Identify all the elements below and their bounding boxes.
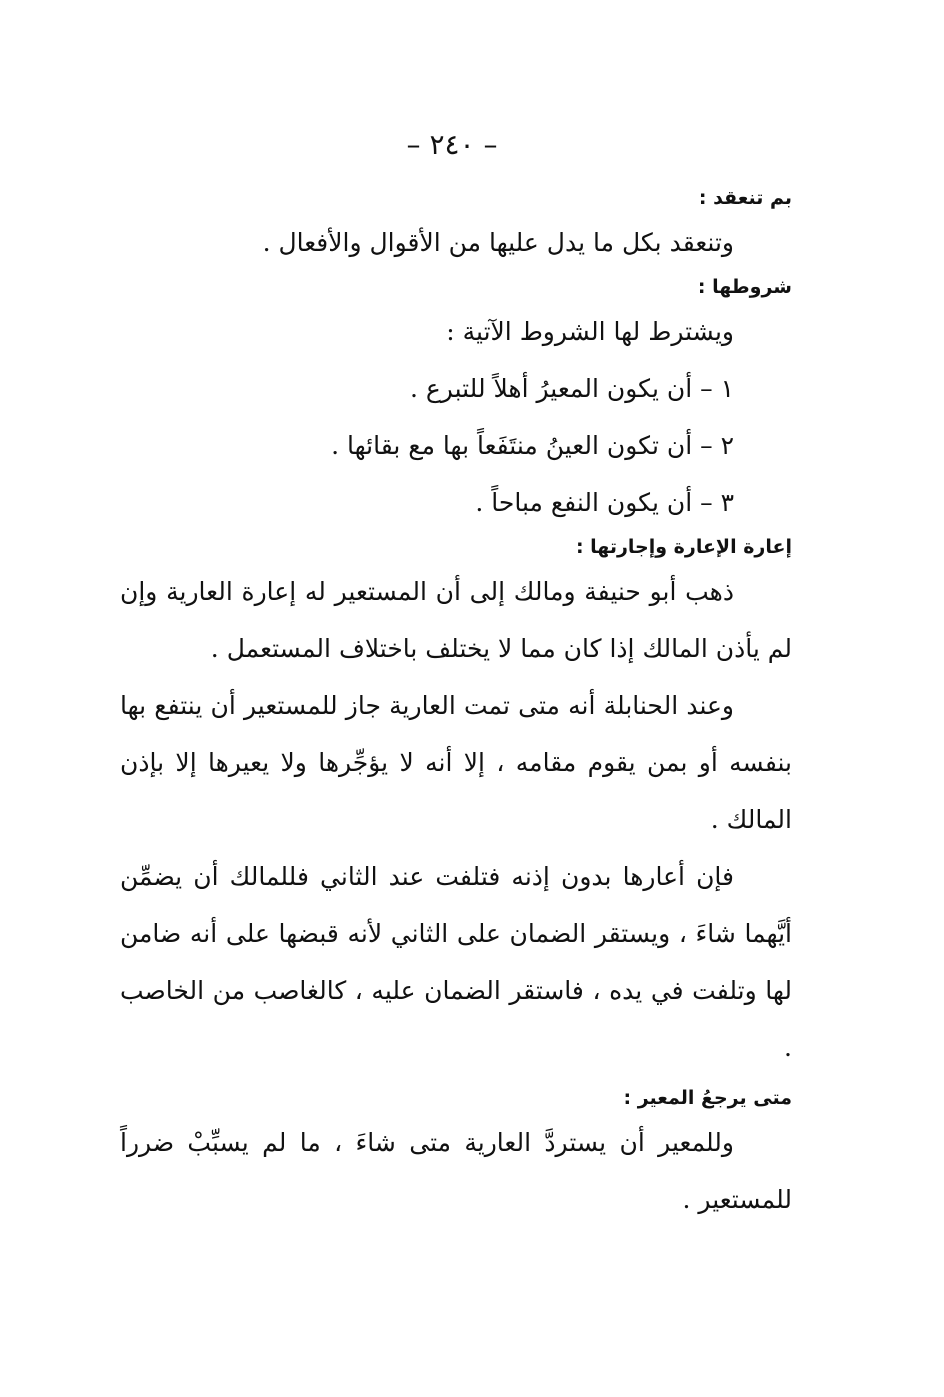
paragraph-formation: وتنعقد بكل ما يدل عليها من الأقوال والأفعال . <box>262 228 734 257</box>
page-body <box>120 182 792 1228</box>
condition-item-3: ٣ – أن يكون النفع مباحاً . <box>475 488 734 517</box>
heading-relending: إعارة الإعارة وإجارتها : <box>575 536 792 558</box>
paragraph-relending-1: ذهب أبو حنيفة ومالك إلى أن المستعير له إعارة العارية وإن لم يأذن المالك إذا كان مما لا يختلف باختلاف المستعمل . <box>120 577 792 663</box>
paragraph-relending-3: فإن أعارها بدون إذنه فتلفت عند الثاني فللمالك أن يضمِّن أيَّهما شاءَ ، ويستقر الضمان على الثاني لأنه قبضها على أنه ضامن لها وتلفت في يده ، فاستقر الضمان عليه ، كالغاصب من الخاصب . <box>120 862 792 1062</box>
condition-item-1: ١ – أن يكون المعيرُ أهلاً للتبرع . <box>409 374 734 403</box>
page-number: – ٢٤٠ – <box>406 128 498 161</box>
heading-return: متى يرجعُ المعير : <box>623 1087 792 1109</box>
paragraph-conditions-intro: ويشترط لها الشروط الآتية : <box>446 317 734 346</box>
heading-formation: بم تنعقد : <box>698 187 792 209</box>
paragraph-return: وللمعير أن يستردَّ العارية متى شاءَ ، ما لم يسبِّبْ ضرراً للمستعير . <box>120 1128 792 1214</box>
condition-item-2: ٢ – أن تكون العينُ منتَفَعاً بها مع بقائها . <box>331 431 734 460</box>
heading-conditions: شروطها : <box>697 276 792 298</box>
paragraph-relending-2: وعند الحنابلة أنه متى تمت العارية جاز للمستعير أن ينتفع بها بنفسه أو بمن يقوم مقامه ، إلا أنه لا يؤجِّرها ولا يعيرها إلا بإذن المالك . <box>120 691 792 834</box>
